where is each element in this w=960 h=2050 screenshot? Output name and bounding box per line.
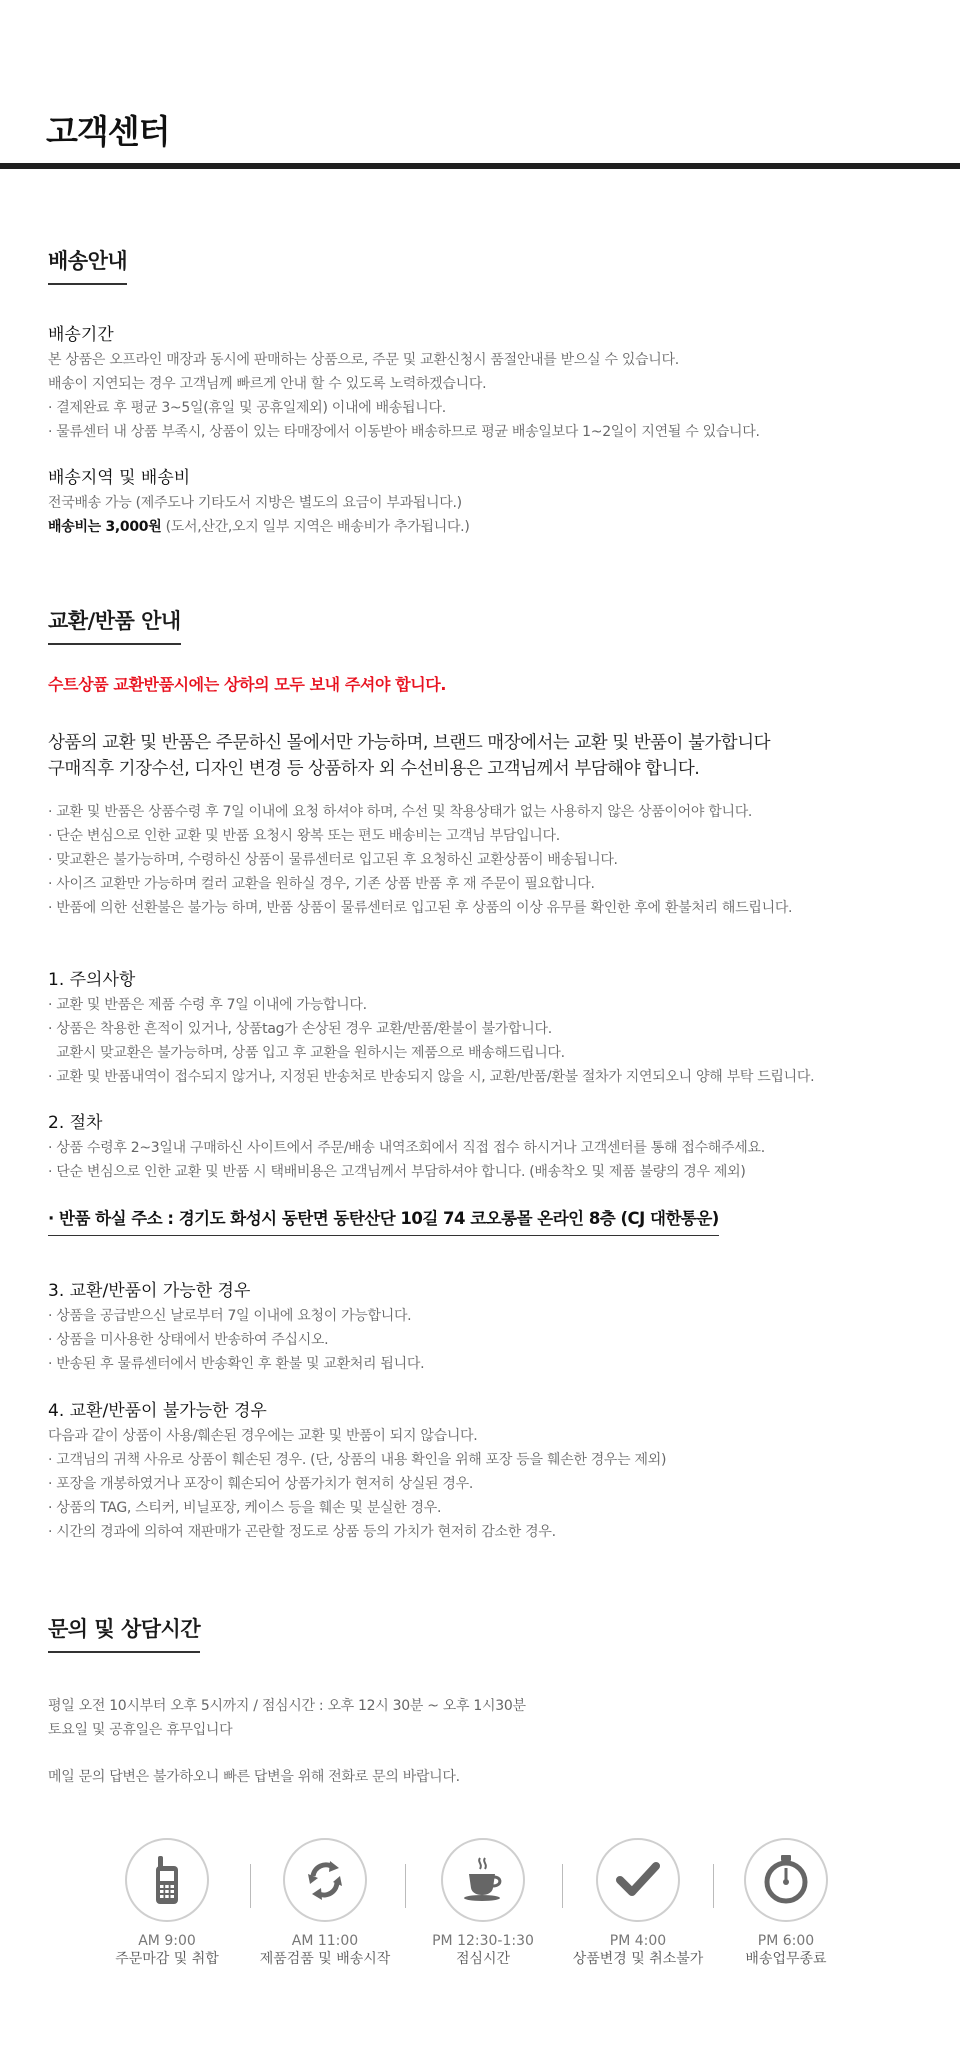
- impossible-line: · 시간의 경과에 의하여 재판매가 곤란할 정도로 상품 등의 가치가 현저히 감소한 경우.: [48, 1524, 556, 1540]
- schedule-step: [558, 1838, 718, 1968]
- impossible-title: 4. 교환/반품이 불가능한 경우: [48, 1401, 267, 1421]
- exchange-main-notice-line: 구매직후 기장수선, 디자인 변경 등 상품하자 외 수선비용은 고객님께서 부담해야 합니다.: [48, 759, 700, 779]
- exchange-heading: 교환/반품 안내: [48, 605, 181, 645]
- delivery-heading: 배송안내: [48, 245, 127, 285]
- schedule-step: [706, 1838, 866, 1968]
- contact-heading: 문의 및 상담시간: [48, 1613, 200, 1653]
- procedure-line: · 상품 수령후 2~3일내 구매하신 사이트에서 주문/배송 내역조회에서 직접 접수 하시거나 고객센터를 통해 접수해주세요.: [48, 1140, 765, 1156]
- delivery-period-line: · 결제완료 후 평균 3~5일(휴일 및 공휴일제외) 이내에 배송됩니다.: [48, 400, 446, 416]
- schedule-step: [87, 1838, 247, 1968]
- schedule-time: AM 11:00: [291, 1933, 359, 1949]
- procedure-title: 2. 절차: [48, 1113, 103, 1133]
- schedule-time: PM 12:30-1:30: [432, 1933, 534, 1949]
- exchange-main-notice: [48, 730, 770, 782]
- page-title: 고객센터: [46, 112, 170, 151]
- caution-title: 1. 주의사항: [48, 970, 136, 990]
- schedule-time: PM 6:00: [757, 1933, 815, 1949]
- stopwatch-icon: [744, 1838, 828, 1922]
- impossible-line: 다음과 같이 상품이 사용/훼손된 경우에는 교환 및 반품이 되지 않습니다.: [48, 1428, 478, 1444]
- delivery-period-block: [48, 322, 928, 444]
- schedule-label: 주문마감 및 취합: [115, 1951, 219, 1967]
- impossible-line: · 포장을 개봉하였거나 포장이 훼손되어 상품가치가 현저히 상실된 경우.: [48, 1476, 473, 1492]
- checkmark-icon: [596, 1838, 680, 1922]
- exchange-bullet: · 교환 및 반품은 상품수령 후 7일 이내에 요청 하셔야 하며, 수선 및 착용상태가 없는 사용하지 않은 상품이어야 합니다.: [48, 804, 753, 820]
- delivery-region-line: 전국배송 가능 (제주도나 기타도서 지방은 별도의 요금이 부과됩니다.): [48, 495, 462, 511]
- delivery-period-line: 배송이 지연되는 경우 고객님께 빠르게 안내 할 수 있도록 노력하겠습니다.: [48, 376, 487, 392]
- delivery-fee-label: 배송비는 3,000원: [48, 519, 162, 535]
- delivery-fee-note: (도서,산간,오지 일부 지역은 배송비가 추가됩니다.): [161, 519, 470, 535]
- delivery-region-block: [48, 465, 928, 539]
- possible-line: · 반송된 후 물류센터에서 반송확인 후 환불 및 교환처리 됩니다.: [48, 1356, 425, 1372]
- delivery-period-line: · 물류센터 내 상품 부족시, 상품이 있는 타매장에서 이동받아 배송하므로 평균 배송일보다 1~2일이 지연될 수 있습니다.: [48, 424, 760, 440]
- schedule-step: [403, 1838, 563, 1968]
- return-address: · 반품 하실 주소 : 경기도 화성시 동탄면 동탄산단 10길 74 코오롱몰 온라인 8층 (CJ 대한통운): [48, 1205, 719, 1236]
- schedule-time: PM 4:00: [609, 1933, 667, 1949]
- delivery-period-title: 배송기간: [48, 325, 114, 345]
- delivery-period-line: 본 상품은 오프라인 매장과 동시에 판매하는 상품으로, 주문 및 교환신청시 품절안내를 받으실 수 있습니다.: [48, 352, 679, 368]
- schedule-label: 배송업무종료: [745, 1951, 827, 1967]
- procedure-line: · 단순 변심으로 인한 교환 및 반품 시 택배비용은 고객님께서 부담하셔야 합니다. (배송착오 및 제품 불량의 경우 제외): [48, 1164, 746, 1180]
- contact-hours: [48, 1694, 928, 1742]
- contact-mail-note: [48, 1765, 928, 1789]
- impossible-line: · 상품의 TAG, 스티커, 비닐포장, 케이스 등을 훼손 및 분실한 경우.: [48, 1500, 442, 1516]
- schedule-label: 상품변경 및 취소불가: [572, 1951, 704, 1967]
- schedule-step: [245, 1838, 405, 1968]
- recycle-icon: [283, 1838, 367, 1922]
- phone-icon: [125, 1838, 209, 1922]
- impossible-line: · 고객님의 귀책 사유로 상품이 훼손된 경우. (단, 상품의 내용 확인을 위해 포장 등을 훼손한 경우는 제외): [48, 1452, 667, 1468]
- suit-return-notice: 수트상품 교환반품시에는 상하의 모두 보내 주셔야 합니다.: [48, 675, 447, 694]
- daily-schedule: [115, 1838, 895, 1978]
- mail-note-line: 메일 문의 답변은 불가하오니 빠른 답변을 위해 전화로 문의 바랍니다.: [48, 1769, 460, 1785]
- caution-line: 교환시 맞교환은 불가능하며, 상품 입고 후 교환을 원하시는 제품으로 배송해드립니다.: [48, 1045, 565, 1061]
- caution-line: · 교환 및 반품은 제품 수령 후 7일 이내에 가능합니다.: [48, 997, 367, 1013]
- caution-block: [48, 967, 928, 1089]
- delivery-fee-line: [48, 515, 928, 539]
- possible-block: [48, 1278, 928, 1376]
- contact-hours-line: 평일 오전 10시부터 오후 5시까지 / 점심시간 : 오후 12시 30분 ~ 오후 1시30분: [48, 1698, 526, 1714]
- coffee-cup-icon: [441, 1838, 525, 1922]
- possible-line: · 상품을 공급받으신 날로부터 7일 이내에 요청이 가능합니다.: [48, 1308, 412, 1324]
- caution-line: · 교환 및 반품내역이 접수되지 않거나, 지정된 반송처로 반송되지 않을 시, 교환/반품/환불 절차가 지연되오니 양해 부탁 드립니다.: [48, 1069, 815, 1085]
- exchange-bullet: · 단순 변심으로 인한 교환 및 반품 요청시 왕복 또는 편도 배송비는 고객님 부담입니다.: [48, 828, 560, 844]
- title-divider: [0, 163, 960, 169]
- possible-title: 3. 교환/반품이 가능한 경우: [48, 1281, 251, 1301]
- impossible-block: [48, 1398, 928, 1544]
- schedule-time: AM 9:00: [138, 1933, 196, 1949]
- exchange-bullet: · 사이즈 교환만 가능하며 컬러 교환을 원하실 경우, 기존 상품 반품 후 재 주문이 필요합니다.: [48, 876, 595, 892]
- procedure-block: [48, 1110, 928, 1184]
- contact-hours-line: 토요일 및 공휴일은 휴무입니다: [48, 1722, 233, 1738]
- exchange-bullet: · 맞교환은 불가능하며, 수령하신 상품이 물류센터로 입고된 후 요청하신 교환상품이 배송됩니다.: [48, 852, 618, 868]
- schedule-label: 제품검품 및 배송시작: [259, 1951, 391, 1967]
- exchange-bullet: · 반품에 의한 선환불은 불가능 하며, 반품 상품이 물류센터로 입고된 후 상품의 이상 유무를 확인한 후에 환불처리 해드립니다.: [48, 900, 793, 916]
- delivery-region-title: 배송지역 및 배송비: [48, 468, 191, 488]
- possible-line: · 상품을 미사용한 상태에서 반송하여 주십시오.: [48, 1332, 329, 1348]
- schedule-label: 점심시간: [455, 1951, 511, 1967]
- caution-line: · 상품은 착용한 흔적이 있거나, 상품tag가 손상된 경우 교환/반품/환불이 불가합니다.: [48, 1021, 552, 1037]
- exchange-main-notice-line: 상품의 교환 및 반품은 주문하신 몰에서만 가능하며, 브랜드 매장에서는 교환 및 반품이 불가합니다: [48, 733, 771, 753]
- exchange-bullets: [48, 800, 928, 920]
